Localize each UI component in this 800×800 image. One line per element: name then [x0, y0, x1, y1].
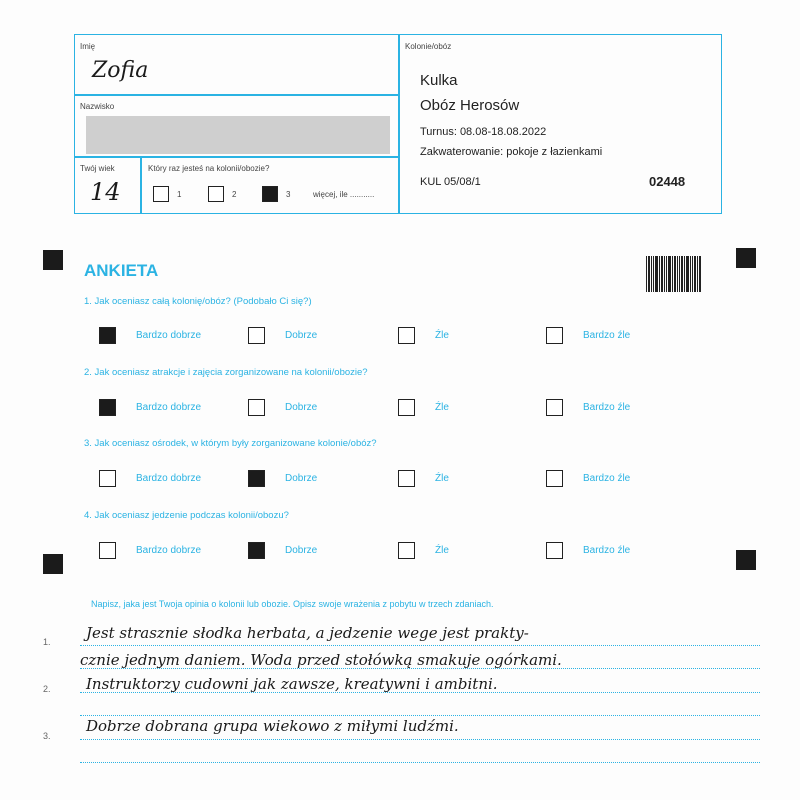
imie-value[interactable]: Zofia — [92, 58, 149, 83]
question-3-checkbox-2[interactable] — [248, 470, 265, 487]
question-1-checkbox-3[interactable] — [398, 327, 415, 344]
question-2-checkbox-1[interactable] — [99, 399, 116, 416]
question-1-option-3-label: Źle — [435, 330, 449, 341]
turnus: Turnus: 08.08-18.08.2022 — [420, 126, 547, 138]
registration-marker-bl — [43, 554, 63, 574]
question-2-option-3-label: Źle — [435, 402, 449, 413]
opinion-prompt: Napisz, jaka jest Twoja opinia o kolonii lub obozie. Opisz swoje wrażenia z pobytu w trzech zdaniach. — [91, 599, 494, 609]
line-number-1: 1. — [43, 637, 51, 647]
question-3-text: 3. Jak oceniasz ośrodek, w którym były zorganizowane kolonie/obóz? — [84, 438, 377, 449]
barcode — [646, 256, 702, 292]
imie-label: Imię — [80, 42, 96, 51]
opinion-line-2[interactable]: cznie jednym daniem. Woda przed stołówką smakuje ogórkami. — [80, 651, 562, 669]
question-3-checkbox-1[interactable] — [99, 470, 116, 487]
question-4-option-4-label: Bardzo źle — [583, 545, 631, 556]
ktory-raz-label: Który raz jesteś na kolonii/obozie? — [148, 164, 270, 173]
question-2-checkbox-2[interactable] — [248, 399, 265, 416]
answer-line — [80, 715, 760, 716]
opinion-line-1[interactable]: Jest strasznie słodka herbata, a jedzenie wege jest prakty- — [86, 624, 529, 642]
question-2-option-2-label: Dobrze — [285, 402, 318, 413]
question-4-option-1-label: Bardzo dobrze — [136, 545, 202, 556]
answer-line — [80, 762, 760, 763]
camp-name: Kulka — [420, 72, 458, 89]
camp-subtitle: Obóz Herosów — [420, 97, 520, 114]
count-option-3: 3 — [286, 190, 291, 199]
nazwisko-label: Nazwisko — [80, 102, 115, 111]
survey-title: ANKIETA — [84, 261, 159, 280]
question-2-option-4-label: Bardzo źle — [583, 402, 631, 413]
question-4-text: 4. Jak oceniasz jedzenie podczas kolonii/obozu? — [84, 510, 289, 521]
wiek-value[interactable]: 14 — [90, 178, 121, 206]
form-number: 02448 — [649, 174, 686, 189]
header-divider-v — [398, 34, 400, 214]
registration-marker-tr — [736, 248, 756, 268]
nazwisko-redacted — [86, 116, 390, 154]
registration-marker-br — [736, 550, 756, 570]
answer-line — [80, 645, 760, 646]
question-4-checkbox-4[interactable] — [546, 542, 563, 559]
count-checkbox-2[interactable] — [208, 186, 224, 202]
kolonia-label: Kolonie/obóz — [405, 42, 452, 51]
count-option-2: 2 — [232, 190, 237, 199]
question-2-text: 2. Jak oceniasz atrakcje i zajęcia zorganizowane na kolonii/obozie? — [84, 367, 368, 378]
line-number-2: 2. — [43, 684, 51, 694]
header-divider-h2 — [74, 156, 399, 158]
count-option-1: 1 — [177, 190, 182, 199]
question-4-checkbox-2[interactable] — [248, 542, 265, 559]
count-checkbox-1[interactable] — [153, 186, 169, 202]
opinion-line-4[interactable]: Dobrze dobrana grupa wiekowo z miłymi ludźmi. — [86, 717, 459, 735]
question-4-option-3-label: Źle — [435, 545, 449, 556]
question-1-option-2-label: Dobrze — [285, 330, 318, 341]
wiek-label: Twój wiek — [80, 164, 115, 173]
question-2-option-1-label: Bardzo dobrze — [136, 402, 202, 413]
registration-marker-tl — [43, 250, 63, 270]
question-4-checkbox-1[interactable] — [99, 542, 116, 559]
question-3-option-3-label: Źle — [435, 473, 449, 484]
question-2-checkbox-4[interactable] — [546, 399, 563, 416]
question-3-option-2-label: Dobrze — [285, 473, 318, 484]
camp-code: KUL 05/08/1 — [420, 176, 481, 188]
count-checkbox-3[interactable] — [262, 186, 278, 202]
question-4-option-2-label: Dobrze — [285, 545, 318, 556]
question-1-checkbox-2[interactable] — [248, 327, 265, 344]
question-2-checkbox-3[interactable] — [398, 399, 415, 416]
header-divider-h1 — [74, 94, 399, 96]
wiecej-label: więcej, ile ........... — [313, 190, 375, 199]
opinion-line-3[interactable]: Instruktorzy cudowni jak zawsze, kreatywni i ambitni. — [86, 675, 498, 693]
question-3-option-1-label: Bardzo dobrze — [136, 473, 202, 484]
zakwaterowanie: Zakwaterowanie: pokoje z łazienkami — [420, 146, 603, 158]
line-number-3: 3. — [43, 731, 51, 741]
answer-line — [80, 739, 760, 740]
question-3-option-4-label: Bardzo źle — [583, 473, 631, 484]
question-1-checkbox-1[interactable] — [99, 327, 116, 344]
header-divider-v2 — [140, 156, 142, 214]
question-1-option-4-label: Bardzo źle — [583, 330, 631, 341]
question-4-checkbox-3[interactable] — [398, 542, 415, 559]
question-1-checkbox-4[interactable] — [546, 327, 563, 344]
question-1-option-1-label: Bardzo dobrze — [136, 330, 202, 341]
question-3-checkbox-4[interactable] — [546, 470, 563, 487]
question-1-text: 1. Jak oceniasz całą kolonię/obóz? (Podobało Ci się?) — [84, 296, 312, 307]
question-3-checkbox-3[interactable] — [398, 470, 415, 487]
